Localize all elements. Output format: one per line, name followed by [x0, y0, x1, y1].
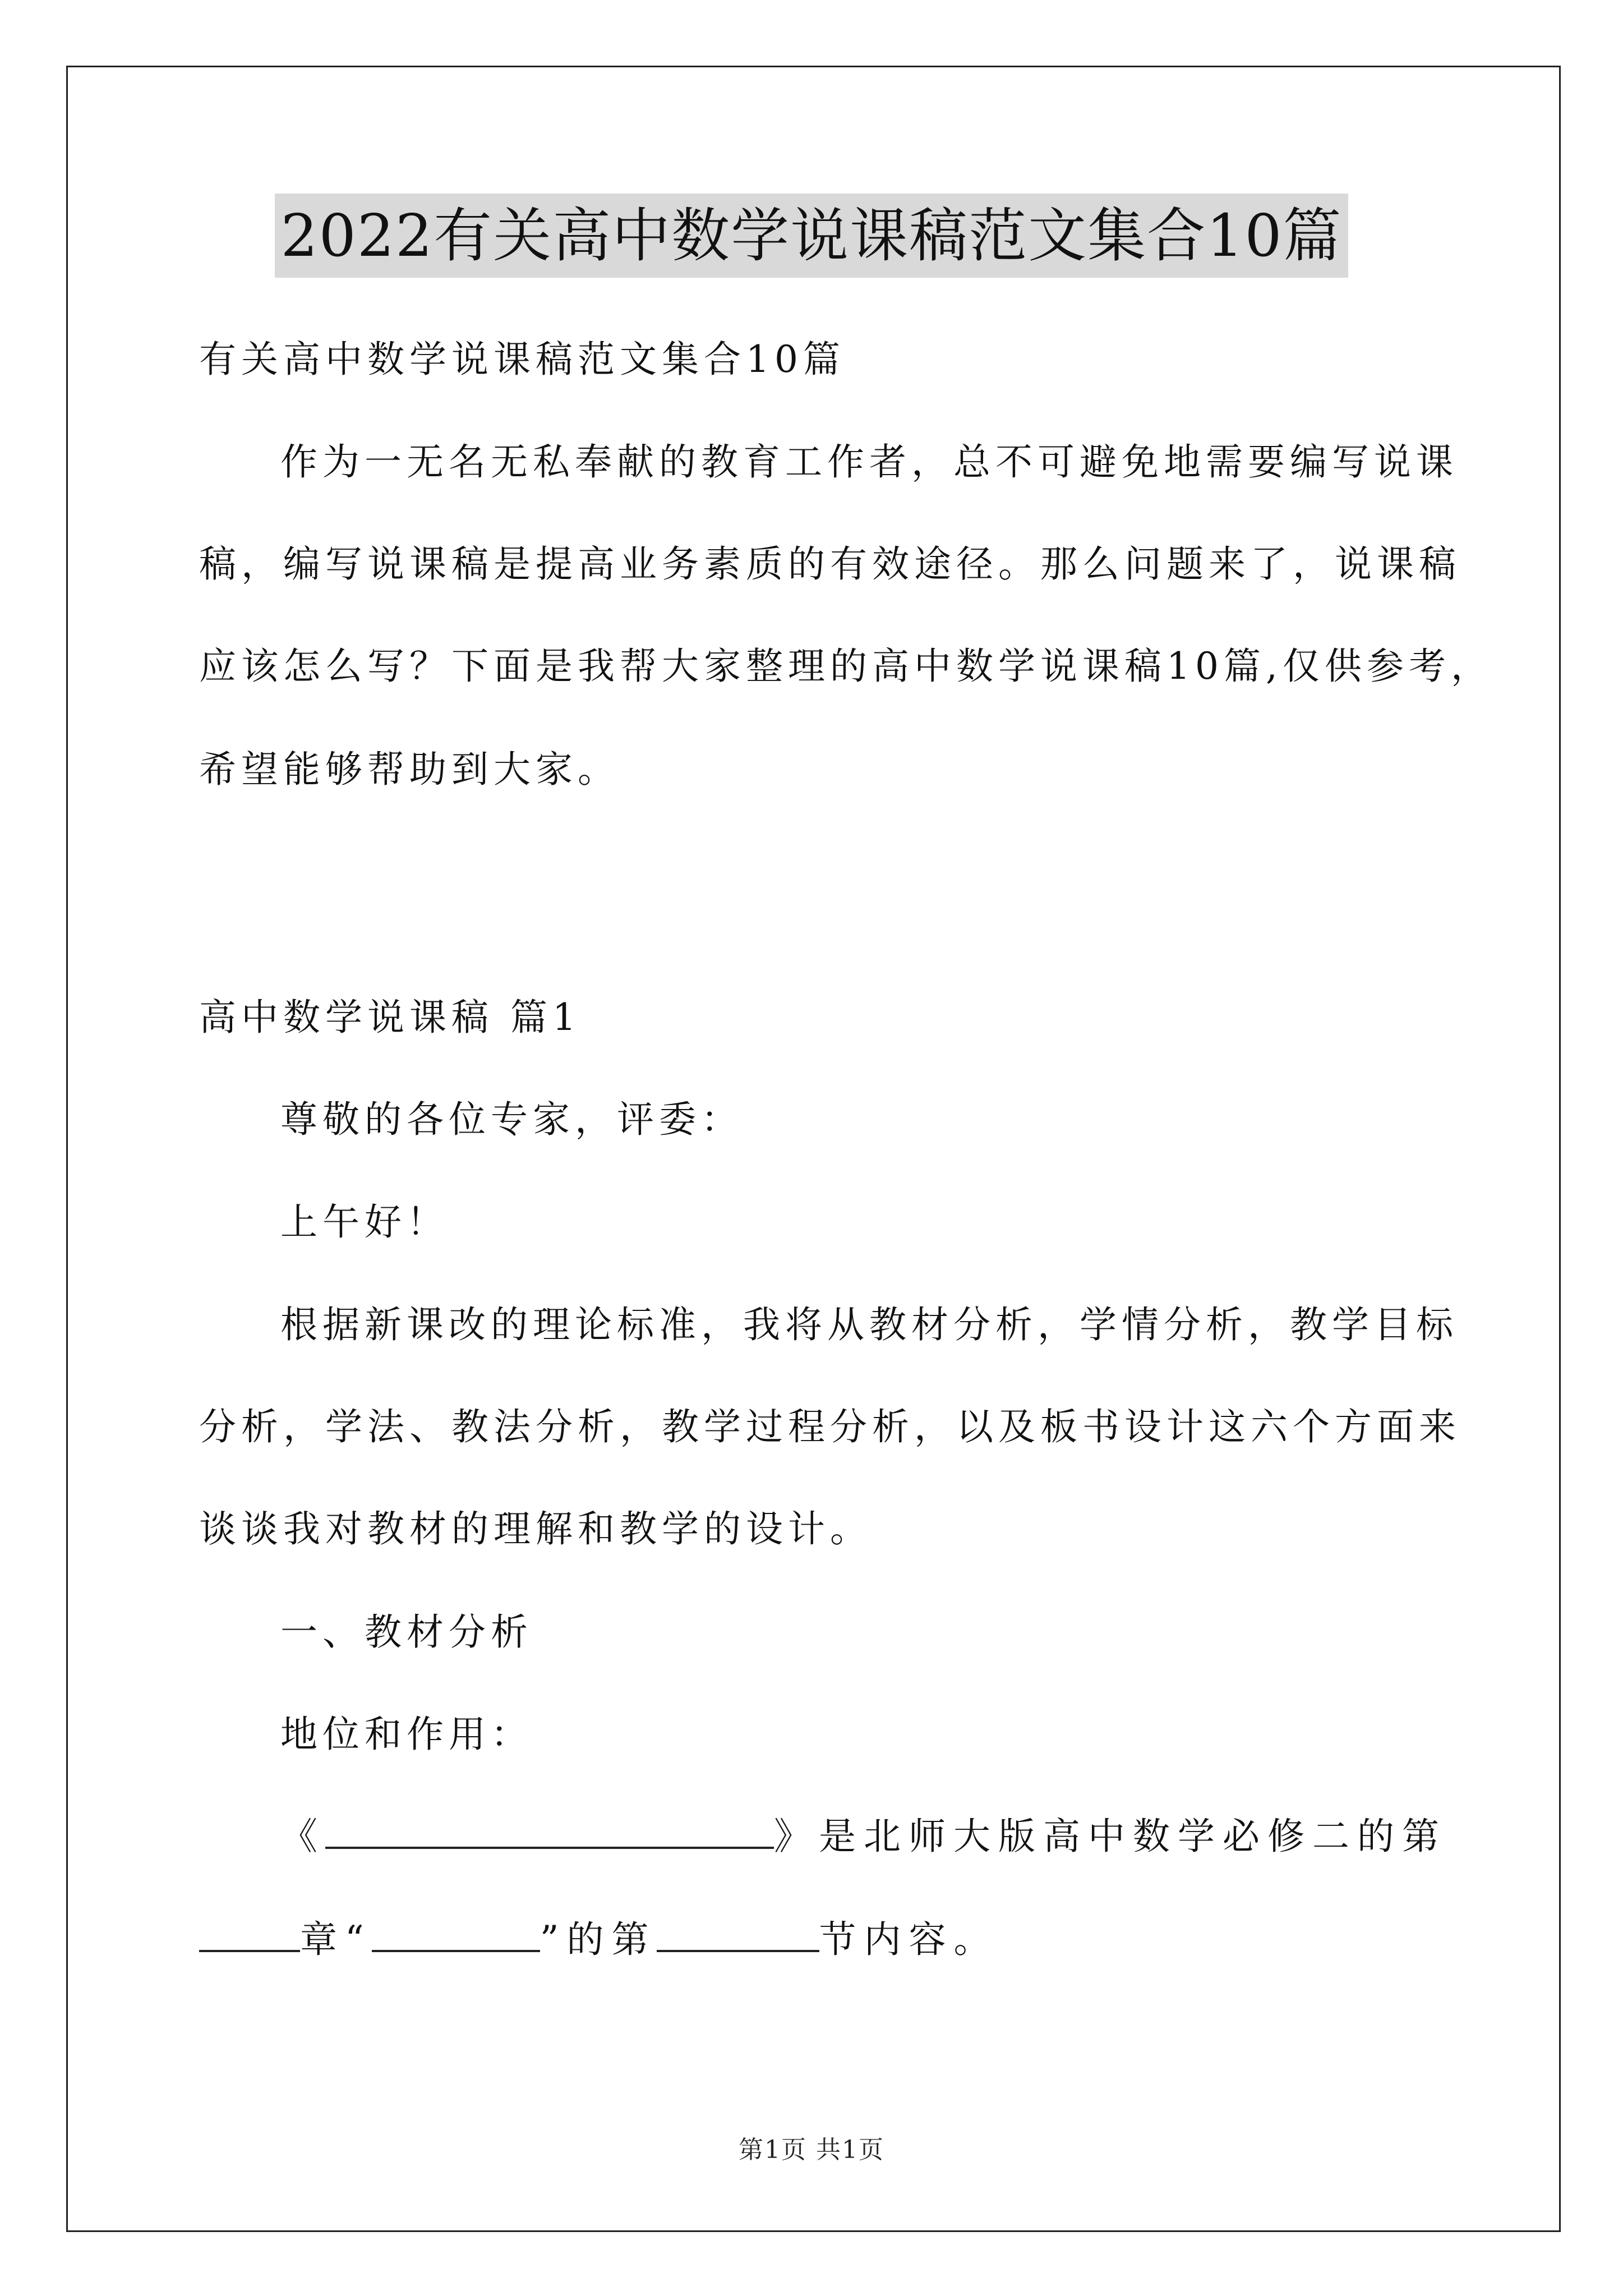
fill-line-1-open: 《	[280, 1815, 325, 1858]
section-blank[interactable]	[657, 1920, 819, 1952]
greeting: 尊敬的各位专家，评委：	[280, 1098, 743, 1141]
fill-line-1	[280, 1811, 1509, 1862]
document-title: 2022有关高中数学说课稿范文集合10篇	[275, 194, 1348, 278]
chapter-blank[interactable]	[199, 1920, 300, 1952]
heading-textbook-analysis: 一、教材分析	[280, 1611, 533, 1654]
section-heading: 高中数学说课稿 篇1	[199, 996, 581, 1039]
para1-line-2: 分析，学法、教法分析，教学过程分析，以及板书设计这六个方面来	[199, 1405, 1461, 1448]
page-border	[66, 66, 1561, 2232]
chapter-name-blank[interactable]	[372, 1920, 540, 1952]
position-label: 地位和作用：	[280, 1713, 533, 1756]
para1-line-1: 根据新课改的理论标准，我将从教材分析，学情分析，教学目标	[280, 1303, 1458, 1346]
intro-line-3: 应该怎么写？下面是我帮大家整理的高中数学说课稿10篇,仅供参考，	[199, 645, 1493, 688]
title-blank[interactable]	[325, 1816, 774, 1849]
intro-line-2: 稿，编写说课稿是提高业务素质的有效途径。那么问题来了，说课稿	[199, 542, 1461, 586]
page-footer: 第1页 共1页	[739, 2136, 884, 2164]
greeting-morning: 上午好！	[280, 1200, 449, 1244]
para1-line-3: 谈谈我对教材的理解和教学的设计。	[199, 1507, 872, 1550]
title-wrap	[0, 194, 1623, 278]
intro-line-1: 作为一无名无私奉献的教育工作者，总不可避免地需要编写说课	[280, 440, 1458, 484]
fill-line-2	[199, 1914, 1427, 1966]
fill-line-1-rest: 》是北师大版高中数学必修二的第	[774, 1815, 1447, 1858]
fill-line-2-c: 节内容。	[819, 1918, 999, 1961]
fill-line-2-b: ”的第	[540, 1918, 657, 1961]
fill-line-2-a: 章“	[300, 1918, 372, 1961]
document-subtitle: 有关高中数学说课稿范文集合10篇	[199, 338, 845, 381]
intro-line-4: 希望能够帮助到大家。	[199, 748, 620, 791]
